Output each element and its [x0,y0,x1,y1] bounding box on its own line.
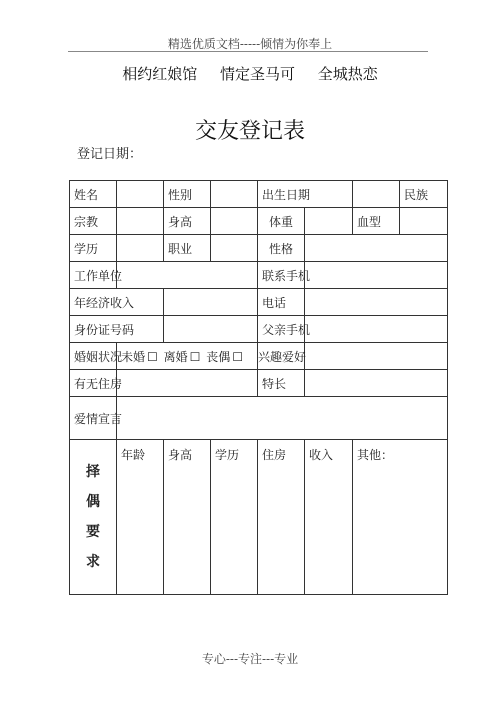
marital-option-divorced: 离婚 [163,349,188,364]
mate-criteria-label [70,440,117,595]
blood-type-label: 血型 [353,208,400,235]
phone-field[interactable] [305,289,448,316]
page-header: 精选优质文档-----倾情为你奉上 [167,37,333,51]
criteria-height-cell[interactable] [164,440,211,595]
slogan-3: 全城热恋 [317,65,378,83]
criteria-other-cell[interactable] [353,440,448,595]
ethnicity-label: 民族 [400,181,448,208]
criteria-age-cell[interactable] [117,440,164,595]
housing-label: 有无住房 [70,370,117,397]
occupation-label: 职业 [164,235,211,262]
name-label: 姓名 [70,181,117,208]
height-label: 身高 [164,208,211,235]
id-number-label: 身份证号码 [70,316,164,343]
declaration-field[interactable] [117,397,448,440]
criteria-height-label: 身高 [168,448,193,462]
education-field[interactable] [117,235,164,262]
mobile-label: 联系手机 [258,262,305,289]
criteria-char-4: 求 [86,554,100,570]
form-title: 交友登记表 [194,119,305,144]
registration-date-label: 登记日期： [77,147,143,162]
gender-field[interactable] [211,181,258,208]
religion-field[interactable] [117,208,164,235]
annual-income-field[interactable] [164,289,258,316]
id-number-field[interactable] [164,316,258,343]
weight-label: 体重 [258,208,305,235]
personality-label: 性格 [258,235,305,262]
criteria-char-1: 择 [86,464,100,480]
criteria-other-label: 其他： [357,448,394,462]
slogan-2: 情定圣马可 [219,65,295,83]
employer-field[interactable] [117,262,258,289]
specialty-field[interactable] [305,370,448,397]
registration-form-table [69,180,448,595]
personality-field[interactable] [305,235,448,262]
father-mobile-label: 父亲手机 [258,316,305,343]
hobbies-label: 兴趣爱好 [258,343,305,370]
weight-field[interactable] [305,208,353,235]
criteria-education-cell[interactable] [211,440,258,595]
slogan-line [0,63,500,84]
header-divider [68,51,428,52]
page-footer: 专心---专注---专业 [201,652,299,666]
unmarried-checkbox[interactable]: ☐ [147,349,158,364]
criteria-income-label: 收入 [309,448,334,462]
criteria-char-2: 偶 [86,494,100,510]
gender-label: 性别 [164,181,211,208]
marital-option-widowed: 丧偶 [206,349,231,364]
criteria-education-label: 学历 [215,448,240,462]
father-mobile-field[interactable] [305,316,448,343]
birthdate-label: 出生日期 [258,181,353,208]
mobile-field[interactable] [305,262,448,289]
birthdate-field[interactable] [353,181,400,208]
declaration-label: 爱情宣言 [70,397,117,440]
hobbies-field[interactable] [305,343,448,370]
employer-label: 工作单位 [70,262,117,289]
criteria-housing-label: 住房 [262,448,287,462]
marital-option-unmarried: 未婚 [121,349,146,364]
annual-income-label: 年经济收入 [70,289,164,316]
blood-type-field[interactable] [400,208,448,235]
criteria-housing-cell[interactable] [258,440,305,595]
widowed-checkbox[interactable]: ☐ [232,349,243,364]
divorced-checkbox[interactable]: ☐ [189,349,201,364]
education-label: 学历 [70,235,117,262]
marital-status-label: 婚姻状况 [70,343,117,370]
marital-status-options [117,343,258,370]
religion-label: 宗教 [70,208,117,235]
housing-field[interactable] [117,370,258,397]
phone-label: 电话 [258,289,305,316]
criteria-char-3: 要 [86,524,100,540]
name-field[interactable] [117,181,164,208]
criteria-age-label: 年龄 [121,448,146,462]
occupation-field[interactable] [211,235,258,262]
specialty-label: 特长 [258,370,305,397]
height-field[interactable] [211,208,258,235]
slogan-1: 相约红娘馆 [122,65,198,83]
criteria-income-cell[interactable] [305,440,353,595]
